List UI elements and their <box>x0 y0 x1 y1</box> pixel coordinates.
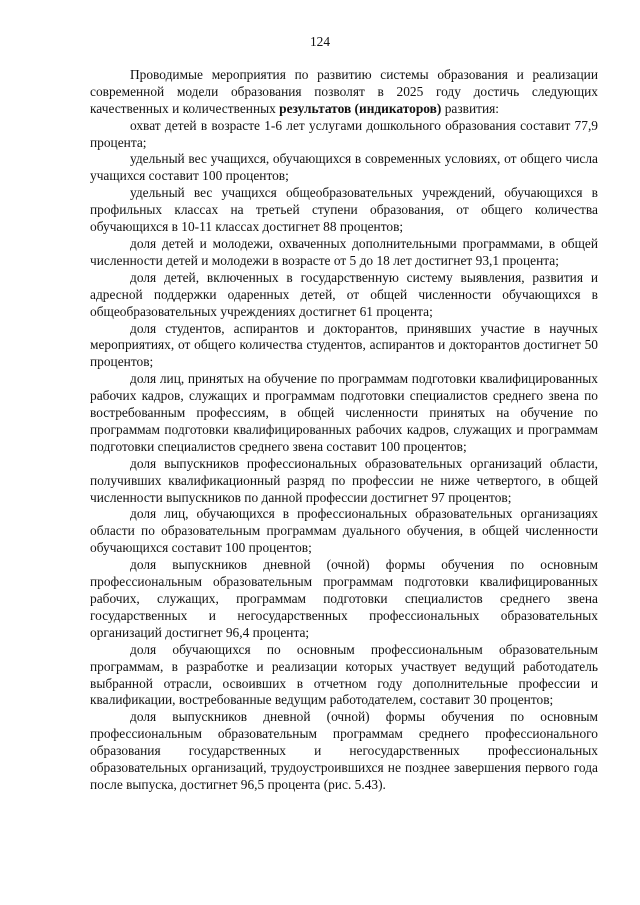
indicator-paragraph: удельный вес учащихся, обучающихся в современных условиях, от общего числа учащихся составит 100 процентов; <box>90 151 598 184</box>
intro-bold-text: результатов (индикаторов) <box>279 100 442 116</box>
intro-text-end: развития: <box>441 100 500 116</box>
indicator-paragraph: доля студентов, аспирантов и докторантов, принявших участие в научных мероприятиях, от общего количества студентов, аспирантов и докторантов достигнет 50 процентов; <box>90 320 598 370</box>
indicator-paragraph: доля выпускников дневной (очной) формы обучения по основным профессиональным образовательным программам подготовки квалифицированных рабочих, служащих, программам подготовки специалистов среднего звена государственных и негосударственных профессиональных образовательных организаций достигнет 96,4 процента; <box>90 557 598 640</box>
indicator-paragraph: доля детей и молодежи, охваченных дополнительными программами, в общей численности детей и молодежи в возрасте от 5 до 18 лет достигнет 93,1 процента; <box>90 235 598 268</box>
indicator-paragraph: доля детей, включенных в государственную систему выявления, развития и адресной поддержки одаренных детей, от общей численности обучающихся в общеобразовательных учреждениях достигнет 61 процента; <box>90 269 598 319</box>
indicator-paragraph: доля выпускников профессиональных образовательных организаций области, получивших квалификационный разряд по профессии не ниже четвертого, в общей численности выпускников по данной профессии достигнет 97 процентов; <box>90 455 598 505</box>
indicator-paragraph: доля выпускников дневной (очной) формы обучения по основным профессиональным образовательным программам среднего профессионального образования государственных и негосударственных профессиональных образовательных организаций, трудоустроившихся не позднее завершения первого года после выпуска, достигнет 96,5 процента (рис. 5.43). <box>90 709 598 792</box>
indicator-paragraph: доля обучающихся по основным профессиональным образовательным программам, в разработке и реализации которых участвует ведущий работодатель выбранной отрасли, освоивших в отчетном году дополнительные профессии и квалификации, востребованные ведущим работодателем, составит 30 процентов; <box>90 641 598 708</box>
intro-paragraph <box>90 67 598 118</box>
intro-text-start: Проводимые мероприятия по развитию системы образования и реализации современной модели образования позволят в 2025 году достичь следующих качественных и количественных <box>90 66 598 116</box>
indicator-paragraph: доля лиц, обучающихся в профессиональных образовательных организациях области по образовательным программам дуального обучения, в общей численности обучающихся составит 100 процентов; <box>90 506 598 556</box>
indicator-paragraph: удельный вес учащихся общеобразовательных учреждений, обучающихся в профильных классах на третьей ступени образования, от общего количества обучающихся в 10-11 классах достигнет 88 процентов; <box>90 185 598 235</box>
page-number: 124 <box>309 34 331 49</box>
indicator-paragraph: охват детей в возрасте 1-6 лет услугами дошкольного образования составит 77,9 процента; <box>90 117 598 150</box>
indicator-paragraph: доля лиц, принятых на обучение по программам подготовки квалифицированных рабочих кадров, служащих и программам подготовки специалистов среднего звена по востребованным профессиям, в общей численности принятых на обучение по программам подготовки квалифицированных рабочих кадров, служащих и программам подготовки специалистов среднего звена составит 100 процентов; <box>90 371 598 454</box>
